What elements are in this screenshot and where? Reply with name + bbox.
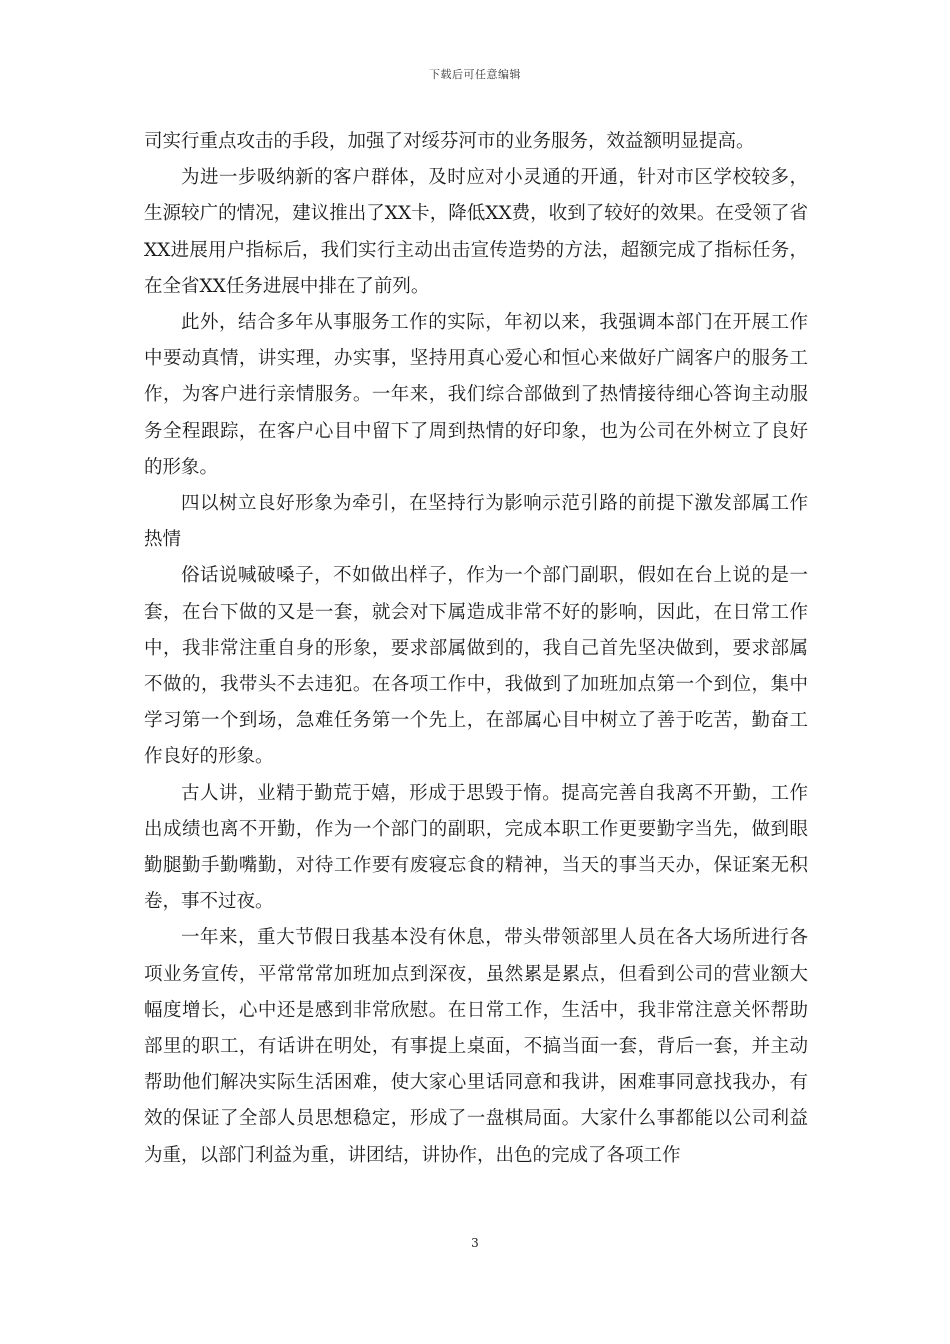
page-number: 3 (471, 1236, 479, 1250)
page-header-note: 下载后可任意编辑 (429, 68, 521, 81)
document-body (144, 124, 808, 1174)
paragraph-5: 俗话说喊破嗓子，不如做出样子，作为一个部门副职，假如在台上说的是一套，在台下做的又是一套，就会对下属造成非常不好的影响，因此，在日常工作中，我非常注重自身的形象，要求部属做到的，我自己首先坚决做到，要求部属不做的，我带头不去违犯。在各项工作中，我做到了加班加点第一个到位，集中学习第一个到场，急难任务第一个先上，在部属心目中树立了善于吃苦，勤奋工作良好的形象。 (144, 565, 808, 768)
paragraph-6: 古人讲，业精于勤荒于嬉，形成于思毁于惰。提高完善自我离不开勤，工作出成绩也离不开勤，作为一个部门的副职，完成本职工作更要勤字当先，做到眼勤腿勤手勤嘴勤，对待工作要有废寝忘食的精神，当天的事当天办，保证案无积卷，事不过夜。 (144, 782, 808, 913)
paragraph-2: 为进一步吸纳新的客户群体，及时应对小灵通的开通，针对市区学校较多，生源较广的情况，建议推出了XX卡，降低XX费，收到了较好的效果。在受领了省XX进展用户指标后，我们实行主动出击宣传造势的方法，超额完成了指标任务，在全省XX任务进展中排在了前列。 (144, 167, 808, 297)
paragraph-7: 一年来，重大节假日我基本没有休息，带头带领部里人员在各大场所进行各项业务宣传，平常常常加班加点到深夜，虽然累是累点，但看到公司的营业额大幅度增长，心中还是感到非常欣慰。在日常工作，生活中，我非常注意关怀帮助部里的职工，有话讲在明处，有事提上桌面，不搞当面一套，背后一套，并主动帮助他们解决实际生活困难，使大家心里话同意和我讲，困难事同意找我办，有效的保证了全部人员思想稳定，形成了一盘棋局面。大家什么事都能以公司利益为重，以部门利益为重，讲团结，讲协作，出色的完成了各项工作 (144, 927, 808, 1166)
paragraph-1: 司实行重点攻击的手段，加强了对绥芬河市的业务服务，效益额明显提高。 (144, 131, 755, 152)
section-heading-4: 四以树立良好形象为牵引，在坚持行为影响示范引路的前提下激发部属工作热情 (144, 493, 808, 551)
paragraph-3: 此外，结合多年从事服务工作的实际，年初以来，我强调本部门在开展工作中要动真情，讲实理，办实事，坚持用真心爱心和恒心来做好广阔客户的服务工作，为客户进行亲情服务。一年来，我们综合部做到了热情接待细心答询主动服务全程跟踪，在客户心目中留下了周到热情的好印象，也为公司在外树立了良好的形象。 (144, 312, 808, 478)
